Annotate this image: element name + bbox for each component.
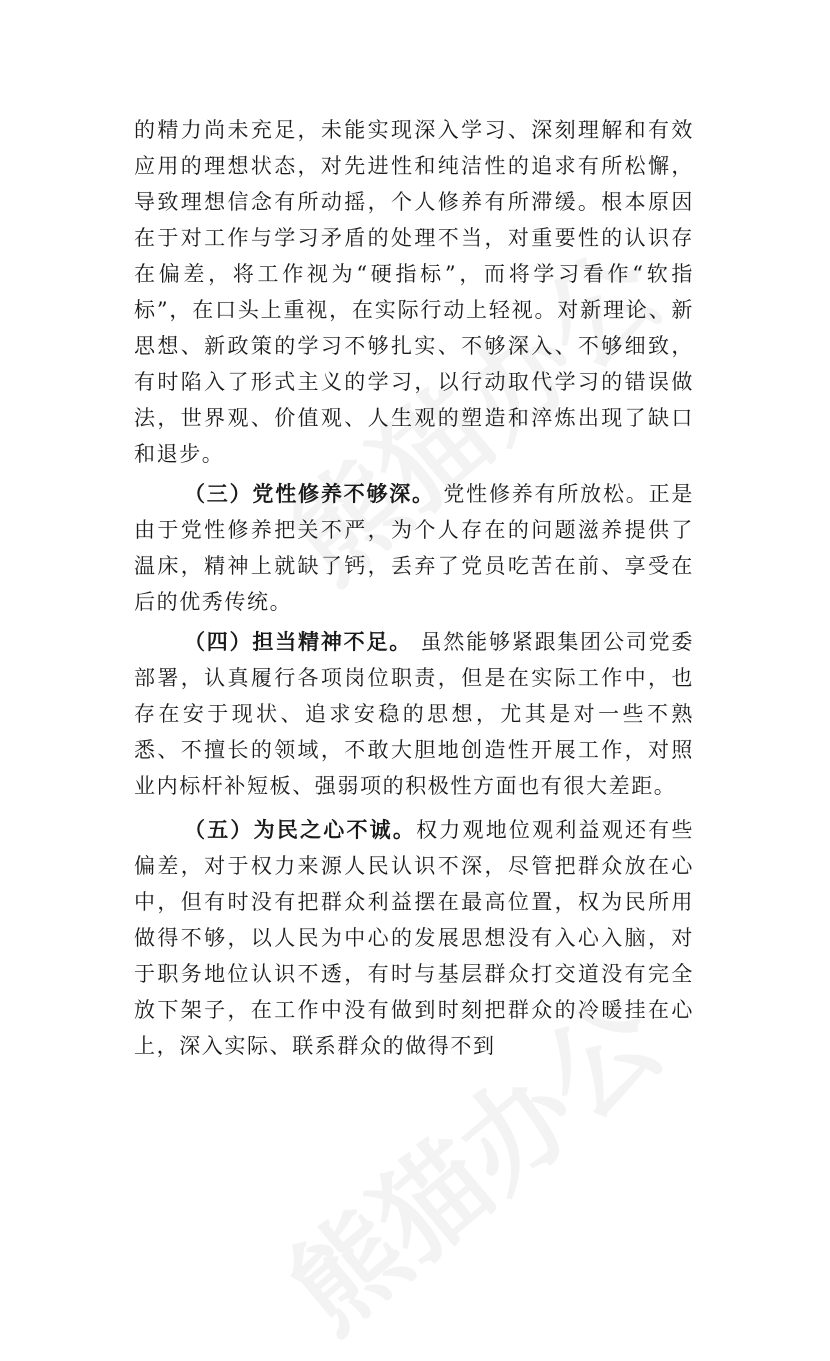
paragraph-responsibility	[134, 624, 694, 804]
body-text	[134, 112, 694, 1064]
paragraph-text: 虽然能够紧跟集团公司党委部署，认真履行各项岗位职责，但是在实际工作中，也存在安于现状、追求安稳的思想，尤其是对一些不熟悉、不擅长的领域，不敢大胆地创造性开展工作，对照业内标杆补短板、强弱项的积极性方面也有很大差距。	[134, 630, 694, 798]
paragraph-continued	[134, 112, 694, 472]
paragraph-text: 党性修养有所放松。正是由于党性修养把关不严，为个人存在的问题滋养提供了温床，精神上就缺了钙，丢弃了党员吃苦在前、享受在后的优秀传统。	[134, 482, 694, 614]
paragraph-text: 权力观地位观利益观还有些偏差，对于权力来源人民认识不深，尽管把群众放在心中，但有时没有把群众利益摆在最高位置，权为民所用做得不够，以人民为中心的发展思想没有入心入脑，对于职务地位认识不透，有时与基层群众打交道没有完全放下架子，在工作中没有做到时刻把群众的冷暖挂在心上，深入实际、联系群众的做得不到	[134, 818, 694, 1058]
paragraph-party-spirit	[134, 476, 694, 620]
section-heading: （五）为民之心不诚。	[184, 818, 417, 842]
paragraph-people-first	[134, 812, 694, 1064]
section-heading: （四）担当精神不足。	[184, 630, 413, 654]
section-heading: （三）党性修养不够深。	[184, 482, 435, 506]
paragraph-text: 的精力尚未充足，未能实现深入学习、深刻理解和有效应用的理想状态，对先进性和纯洁性的追求有所松懈，导致理想信念有所动摇，个人修养有所滞缓。根本原因在于对工作与学习矛盾的处理不当，对重要性的认识存在偏差，将工作视为“硬指标”，而将学习看作“软指标”，在口头上重视，在实际行动上轻视。对新理论、新思想、新政策的学习不够扎实、不够深入、不够细致，有时陷入了形式主义的学习，以行动取代学习的错误做法，世界观、价值观、人生观的塑造和淬炼出现了缺口和退步。	[134, 118, 694, 466]
